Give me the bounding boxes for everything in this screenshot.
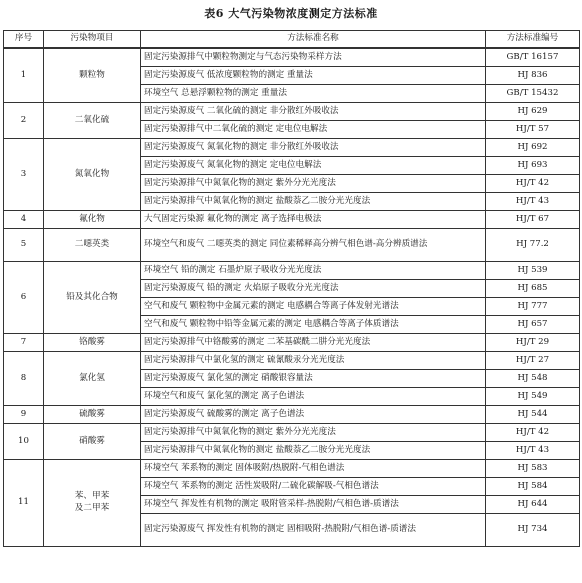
row-number: 2 [4, 103, 44, 139]
method-code: HJ/T 27 [486, 352, 580, 370]
method-name: 固定污染源废气 氮氧化物的测定 定电位电解法 [141, 157, 486, 175]
table-title: 表6 大气污染物浓度测定方法标准 [204, 7, 378, 20]
method-name: 固定污染源排气中铬酸雾的测定 二苯基碳酰二肼分光光度法 [141, 334, 486, 352]
table-row [4, 48, 580, 67]
row-number: 10 [4, 424, 44, 460]
table-row [4, 352, 580, 370]
row-number: 5 [4, 229, 44, 262]
row-number: 9 [4, 406, 44, 424]
table-row [4, 460, 580, 478]
method-name: 环境空气 苯系物的测定 固体吸附/热脱附-气相色谱法 [141, 460, 486, 478]
method-name: 环境空气和废气 二噁英类的测定 同位素稀释高分辨气相色谱-高分辨质谱法 [141, 229, 486, 262]
table-row [4, 406, 580, 424]
method-code: HJ/T 42 [486, 424, 580, 442]
method-code: HJ/T 29 [486, 334, 580, 352]
pollutant-name: 氮氧化物 [44, 139, 141, 211]
method-name: 固定污染源排气中氮氧化物的测定 紫外分光光度法 [141, 175, 486, 193]
method-code: GB/T 16157 [486, 48, 580, 67]
method-code: HJ 544 [486, 406, 580, 424]
method-code: HJ 685 [486, 280, 580, 298]
pollutant-name: 二噁英类 [44, 229, 141, 262]
pollutant-name: 二氧化硫 [44, 103, 141, 139]
table-body [4, 48, 580, 547]
method-name: 空气和废气 颗粒物中金属元素的测定 电感耦合等离子体发射光谱法 [141, 298, 486, 316]
table-row [4, 334, 580, 352]
pollutant-name: 硝酸雾 [44, 424, 141, 460]
row-number: 4 [4, 211, 44, 229]
row-number: 11 [4, 460, 44, 547]
method-code: HJ/T 42 [486, 175, 580, 193]
method-code: HJ 77.2 [486, 229, 580, 262]
method-name: 固定污染源废气 二氧化硫的测定 非分散红外吸收法 [141, 103, 486, 121]
table-row [4, 229, 580, 262]
method-name: 固定污染源排气中二氧化硫的测定 定电位电解法 [141, 121, 486, 139]
header-no: 序号 [4, 31, 44, 49]
method-code: HJ 644 [486, 496, 580, 514]
method-code: HJ/T 43 [486, 442, 580, 460]
method-name: 固定污染源排气中氮氧化物的测定 盐酸萘乙二胺分光光度法 [141, 442, 486, 460]
header-row [4, 31, 580, 49]
pollutant-name: 铅及其化合物 [44, 262, 141, 334]
method-name: 环境空气 挥发性有机物的测定 吸附管采样-热脱附/气相色谱-质谱法 [141, 496, 486, 514]
method-name: 固定污染源废气 硫酸雾的测定 离子色谱法 [141, 406, 486, 424]
table-row [4, 424, 580, 442]
method-code: HJ 693 [486, 157, 580, 175]
row-number: 6 [4, 262, 44, 334]
method-name: 环境空气 苯系物的测定 活性炭吸附/二硫化碳解吸-气相色谱法 [141, 478, 486, 496]
method-code: HJ 734 [486, 514, 580, 547]
method-code: HJ/T 67 [486, 211, 580, 229]
method-code: HJ 583 [486, 460, 580, 478]
method-code: HJ 657 [486, 316, 580, 334]
method-code: GB/T 15432 [486, 85, 580, 103]
pollutant-name: 硫酸雾 [44, 406, 141, 424]
method-name: 固定污染源废气 氮氧化物的测定 非分散红外吸收法 [141, 139, 486, 157]
method-name: 固定污染源废气 低浓度颗粒物的测定 重量法 [141, 67, 486, 85]
header-code: 方法标准编号 [486, 31, 580, 49]
method-code: HJ 629 [486, 103, 580, 121]
method-code: HJ 548 [486, 370, 580, 388]
standards-table [3, 30, 580, 547]
method-name: 固定污染源排气中氮氧化物的测定 盐酸萘乙二胺分光光度法 [141, 193, 486, 211]
method-name: 固定污染源排气中氮氧化物的测定 紫外分光光度法 [141, 424, 486, 442]
table-row [4, 139, 580, 157]
method-code: HJ/T 57 [486, 121, 580, 139]
method-code: HJ 584 [486, 478, 580, 496]
pollutant-name: 颗粒物 [44, 48, 141, 103]
pollutant-name: 铬酸雾 [44, 334, 141, 352]
method-name: 固定污染源废气 氯化氢的测定 硝酸银容量法 [141, 370, 486, 388]
header-pollutant: 污染物项目 [44, 31, 141, 49]
row-number: 7 [4, 334, 44, 352]
header-method: 方法标准名称 [141, 31, 486, 49]
method-code: HJ 692 [486, 139, 580, 157]
method-name: 环境空气 总悬浮颗粒物的测定 重量法 [141, 85, 486, 103]
method-name: 大气固定污染源 氟化物的测定 离子选择电极法 [141, 211, 486, 229]
method-name: 环境空气 铅的测定 石墨炉原子吸收分光光度法 [141, 262, 486, 280]
table-row [4, 211, 580, 229]
pollutant-name: 苯、甲苯 及二甲苯 [44, 460, 141, 547]
row-number: 8 [4, 352, 44, 406]
method-code: HJ 539 [486, 262, 580, 280]
table-row [4, 103, 580, 121]
method-code: HJ 777 [486, 298, 580, 316]
method-name: 空气和废气 颗粒物中铅等金属元素的测定 电感耦合等离子体质谱法 [141, 316, 486, 334]
row-number: 1 [4, 48, 44, 103]
method-name: 固定污染源废气 铅的测定 火焰原子吸收分光光度法 [141, 280, 486, 298]
method-code: HJ 836 [486, 67, 580, 85]
method-name: 固定污染源废气 挥发性有机物的测定 固相吸附-热脱附/气相色谱-质谱法 [141, 514, 486, 547]
method-code: HJ 549 [486, 388, 580, 406]
method-code: HJ/T 43 [486, 193, 580, 211]
table-row [4, 262, 580, 280]
pollutant-name: 氯化氢 [44, 352, 141, 406]
method-name: 环境空气和废气 氯化氢的测定 离子色谱法 [141, 388, 486, 406]
row-number: 3 [4, 139, 44, 211]
pollutant-name: 氟化物 [44, 211, 141, 229]
method-name: 固定污染源排气中氯化氢的测定 硫氰酸汞分光光度法 [141, 352, 486, 370]
method-name: 固定污染源排气中颗粒物测定与气态污染物采样方法 [141, 48, 486, 67]
